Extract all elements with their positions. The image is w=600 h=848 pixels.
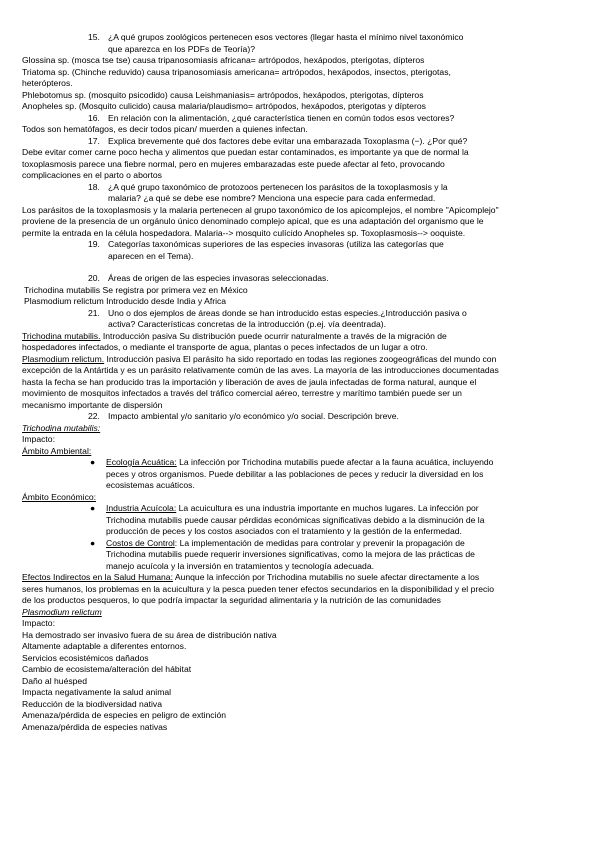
list-item: Reducción de la biodiversidad nativa — [22, 698, 162, 709]
species-label: Plasmodium relictum. — [22, 353, 105, 364]
list-item: Ha demostrado ser invasivo fuera de su área de distribución nativa — [22, 629, 277, 640]
question-20: 20. Áreas de origen de las especies invasoras seleccionadas. — [88, 273, 329, 283]
question-21: 21. Uno o dos ejemplos de áreas donde se han introducido estas especies.¿Introducción pasiva o — [88, 307, 467, 318]
question-15-cont: que aparezca en los PDFs de Teoría)? — [108, 43, 255, 54]
bullet-item: ● Ecología Acuática: La infección por Trichodina mutabilis puede afectar a la fauna acuática, incluyendo peces y otros organismos. Puede debilitar a las poblaciones de peces y reducir la diversidad en los ecosistemas acuáticos. — [90, 457, 494, 490]
list-item: Impacta negativamente la salud animal — [22, 687, 172, 697]
list-item: Amenaza/pérdida de especies en peligro de extinción — [22, 710, 226, 720]
answer-line: Phlebotomus sp. (mosquito psicodido) causa Leishmaniasis= artrópodos, hexápodos, pterigotas, dípteros — [22, 89, 424, 100]
bullet-icon: ● — [90, 503, 96, 513]
answer-line: mecanismo importante de dispersión — [22, 399, 163, 410]
bullet-icon: ● — [90, 457, 96, 467]
answer-line: hasta la fecha se han producido tras la importación y liberación de aves de jaula infectadas de forma natural, aunque el — [22, 376, 477, 387]
question-18: 18. ¿A qué grupo taxonómico de protozoos pertenecen los parásitos de la toxoplasmosis y la — [88, 181, 448, 192]
answer-line: de los productos pesqueros, lo que podría impactar la seguridad alimentaria y la nutrición de las comunidades — [22, 595, 441, 605]
question-22: 22. Impacto ambiental y/o sanitario y/o económico y/o social. Descripción breve. — [88, 411, 399, 421]
list-item: Altamente adaptable a diferentes entornos. — [22, 641, 187, 651]
question-21-cont: activa? Características concretas de la introducción (p.ej. vía deentrada). — [108, 319, 387, 329]
answer-line: toxoplasmosis parece una fiebre normal, pero en mujeres embarazadas este puede afectar al feto, provocando — [22, 158, 445, 169]
question-18-cont: malaria? ¿a qué se debe ese nombre? Menciona una especie para cada enfermedad. — [108, 193, 436, 203]
answer-line: Trichodina mutabilis Se registra por primera vez en México — [24, 284, 248, 295]
question-15: 15. ¿A qué grupos zoológicos pertenecen esos vectores (llegar hasta el mínimo nivel taxonómico — [88, 32, 464, 42]
answer-21a: Trichodina mutabilis. Introducción pasiva Su distribución puede ocurrir naturalmente a través de la migración de — [22, 330, 447, 341]
list-item: Cambio de ecosistema/alteración del hábitat — [22, 664, 192, 674]
impact-label: Impacto: — [22, 618, 55, 628]
answer-16: Todos son hematófagos, es decir todos pican/ muerden a quienes infectan. — [22, 124, 308, 134]
subsection-economico: Ámbito Económico: — [22, 491, 97, 502]
answer-line: heterópteros. — [22, 78, 73, 88]
question-19-cont: aparecen en el Tema). — [108, 250, 194, 261]
bullet-item: ● Costos de Control: La implementación de medidas para controlar y prevenir la propagación de Trichodina mutabilis puede requerir inversiones significativas, como la mejora de las prácticas de manejo acuícola y la inversión en tratamientos y tecnología adecuada. — [90, 537, 475, 571]
answer-21b: Plasmodium relictum. Introducción pasiva El parásito ha sido reportado en todas las regiones zoogeográficas del mundo con — [22, 353, 497, 364]
answer-line: Plasmodium relictum Introducido desde India y Africa — [24, 296, 227, 306]
answer-line: Glossina sp. (mosca tse tse) causa tripanosomiasis africana= artrópodos, hexápodos, pterigotas, dípteros — [22, 55, 425, 65]
question-17: 17. Explica brevemente qué dos factores debe evitar una embarazada Toxoplasma (−). ¿Por qué? — [88, 135, 468, 146]
answer-line: Los parásitos de la toxoplasmosis y la malaria pertenecen al grupo taxonómico de los apicomplejos, el nombre "Apicomplejo" — [22, 204, 499, 215]
species-label: Trichodina mutabilis. — [22, 330, 101, 341]
answer-line: excepción de la Antártida y es un parásito relativamente común de las aves. La mayoría de las introducciones documentadas — [22, 365, 499, 375]
impact-label: Impacto: — [22, 434, 55, 444]
answer-line: movimiento de mosquitos infectados a través del tráfico comercial aéreo, terrestre y marítimo también puede ser un — [22, 388, 462, 398]
bullet-icon: ● — [90, 537, 96, 548]
answer-line: Triatoma sp. (Chinche reduvido) causa tripanosomiasis americana= artrópodos, hexápodos, insectos, pterigotas, — [22, 66, 451, 77]
salud-paragraph: Efectos Indirectos en la Salud Humana: Aunque la infección por Trichodina mutabilis no suele afectar directamente a los — [22, 572, 480, 582]
bullet-item: ● Industria Acuícola: La acuicultura es una industria importante en muchos lugares. La infección por Trichodina mutabilis puede causar pérdidas económicas significativas debido a la disminución de la producción de peces y los costos asociados con el tratamiento y la gestión de la enfermedad. — [90, 503, 485, 536]
answer-line: permite la entrada en la célula hospedadora. Malaria--> mosquito culícido Anopheles sp. Toxoplasmosis--> ooquiste. — [22, 227, 466, 238]
answer-line: proviene de la presencia de un orgánulo único denominado complejo apical, que es una adaptación del organismo que le — [22, 216, 484, 226]
section-title-plasmodium: Plasmodium relictum — [22, 606, 102, 617]
document-page — [22, 32, 578, 733]
list-item: Servicios ecosistémicos dañados — [22, 652, 149, 663]
question-16: 16. En relación con la alimentación, ¿qué característica tienen en común todos esos vectores? — [88, 112, 455, 123]
subsection-ambiental: Ámbito Ambiental: — [22, 445, 92, 456]
question-19: 19. Categorías taxonómicas superiores de las especies invasoras (utiliza las categorías que — [88, 239, 444, 249]
answer-line: Anopheles sp. (Mosquito culicido) causa malaria/plaudismo= artrópodos, hexápodos, pterigotas y dípteros — [22, 101, 426, 111]
section-title-trichodina: Trichodina mutabilis: — [22, 422, 101, 433]
list-item: Daño al huésped — [22, 675, 87, 686]
answer-line: Debe evitar comer carne poco hecha y alimentos que puedan estar contaminados, es importante ya que de normal la — [22, 147, 469, 157]
answer-line: seres humanos, los problemas en la acuicultura y la pesca pueden tener efectos secundarios en la disponibilidad y el precio — [22, 583, 494, 594]
spacer — [22, 262, 578, 273]
list-item: Amenaza/pérdida de especies nativas — [22, 721, 168, 732]
answer-line: complicaciones en el parto o abortos — [22, 170, 162, 180]
answer-line: hospedadores infectados, o mediante el transporte de agua, plantas o peces infectados de un lugar a otro. — [22, 342, 428, 352]
